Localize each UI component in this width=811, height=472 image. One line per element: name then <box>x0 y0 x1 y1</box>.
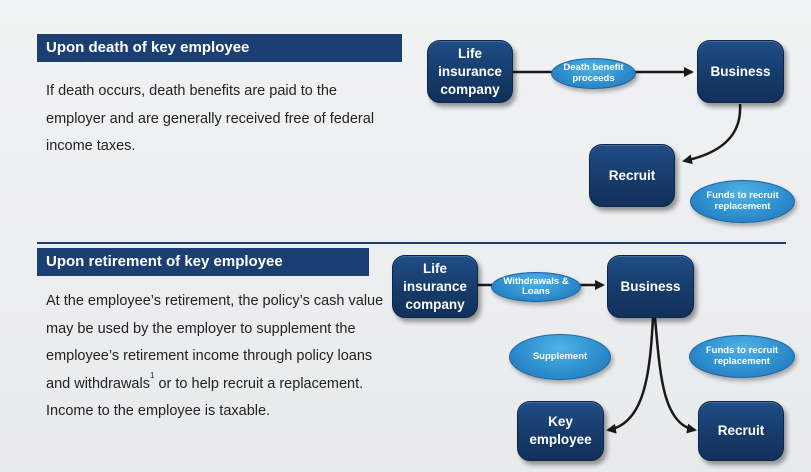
withdrawals-loans-label: Withdrawals & Loans <box>491 272 581 302</box>
retirement-text-line-4-end: or to help recruit a replacement. <box>154 375 364 392</box>
retirement-text-line-1: At the employee’s retirement, the policy’s cash value <box>46 293 384 309</box>
supplement-label: Supplement <box>509 334 611 380</box>
recruit-box-2: Recruit <box>698 401 784 461</box>
arrow-business-to-recruit-2 <box>655 318 695 430</box>
retirement-section-heading: Upon retirement of key employee <box>37 248 369 276</box>
life-insurance-company-box: Life insurance company <box>427 40 513 103</box>
retirement-text-line-5: Income to the employee is taxable. <box>46 403 271 419</box>
death-text-line-1: If death occurs, death benefits are paid to the <box>46 83 337 99</box>
life-insurance-company-box-2: Life insurance company <box>392 255 478 318</box>
key-employee-box: Key employee <box>517 401 604 461</box>
business-box-2: Business <box>607 255 694 318</box>
death-text-line-2: employer and are generally received free of federal <box>46 110 375 127</box>
retirement-text-line-4-start: and withdrawals <box>46 375 150 392</box>
death-benefit-proceeds-label: Death benefit proceeds <box>551 58 636 89</box>
arrow-business-to-recruit <box>684 104 740 161</box>
business-box: Business <box>697 40 784 103</box>
funds-to-recruit-label: Funds to recruit replacement <box>690 180 795 223</box>
footnote-marker: 1 <box>149 370 155 380</box>
retirement-text-line-3: employee’s retirement income through policy loans <box>46 348 373 364</box>
death-text-line-3: income taxes. <box>46 138 136 154</box>
funds-to-recruit-label-2: Funds to recruit replacement <box>689 335 795 378</box>
arrow-business-to-key-employee <box>608 318 653 430</box>
retirement-section <box>0 242 811 472</box>
death-section-heading: Upon death of key employee <box>37 34 402 62</box>
retirement-text-line-2: may be used by the employer to supplement the <box>46 320 356 337</box>
recruit-box: Recruit <box>589 144 675 207</box>
